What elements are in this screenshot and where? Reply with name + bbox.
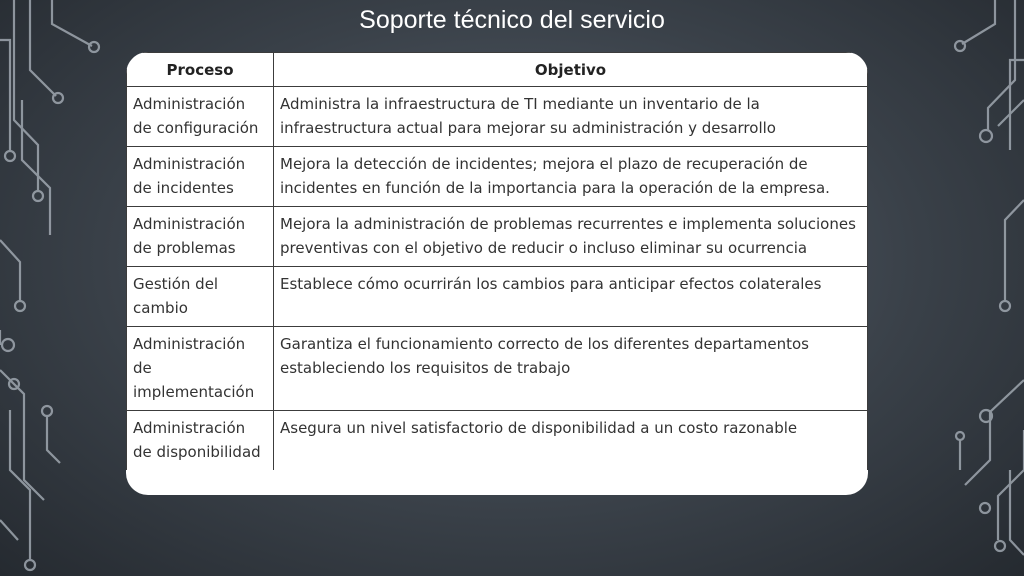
table-header-row bbox=[127, 53, 868, 87]
table-row bbox=[127, 87, 868, 147]
header-objective: Objetivo bbox=[274, 53, 868, 87]
process-table-card bbox=[126, 52, 868, 495]
table-row bbox=[127, 147, 868, 207]
objective-cell: Garantiza el funcionamiento correcto de los diferentes departamentos estableciendo los requisitos de trabajo bbox=[274, 327, 868, 411]
table-row bbox=[127, 327, 868, 411]
objective-cell: Mejora la administración de problemas recurrentes e implementa soluciones preventivas con el objetivo de reducir o incluso eliminar su ocurrencia bbox=[274, 207, 868, 267]
process-cell: Administración de implementación bbox=[127, 327, 274, 411]
table-row bbox=[127, 207, 868, 267]
process-cell: Administración de problemas bbox=[127, 207, 274, 267]
objective-cell: Administra la infraestructura de TI mediante un inventario de la infraestructura actual para mejorar su administración y desarrollo bbox=[274, 87, 868, 147]
objective-cell: Asegura un nivel satisfactorio de disponibilidad a un costo razonable bbox=[274, 411, 868, 471]
objective-cell: Mejora la detección de incidentes; mejora el plazo de recuperación de incidentes en función de la importancia para la operación de la empresa. bbox=[274, 147, 868, 207]
process-cell: Administración de configuración bbox=[127, 87, 274, 147]
table-row bbox=[127, 411, 868, 471]
process-cell: Gestión del cambio bbox=[127, 267, 274, 327]
process-cell: Administración de disponibilidad bbox=[127, 411, 274, 471]
process-table bbox=[126, 52, 868, 470]
table-row bbox=[127, 267, 868, 327]
header-process: Proceso bbox=[127, 53, 274, 87]
process-cell: Administración de incidentes bbox=[127, 147, 274, 207]
slide-title: Soporte técnico del servicio bbox=[359, 6, 665, 34]
objective-cell: Establece cómo ocurrirán los cambios para anticipar efectos colaterales bbox=[274, 267, 868, 327]
